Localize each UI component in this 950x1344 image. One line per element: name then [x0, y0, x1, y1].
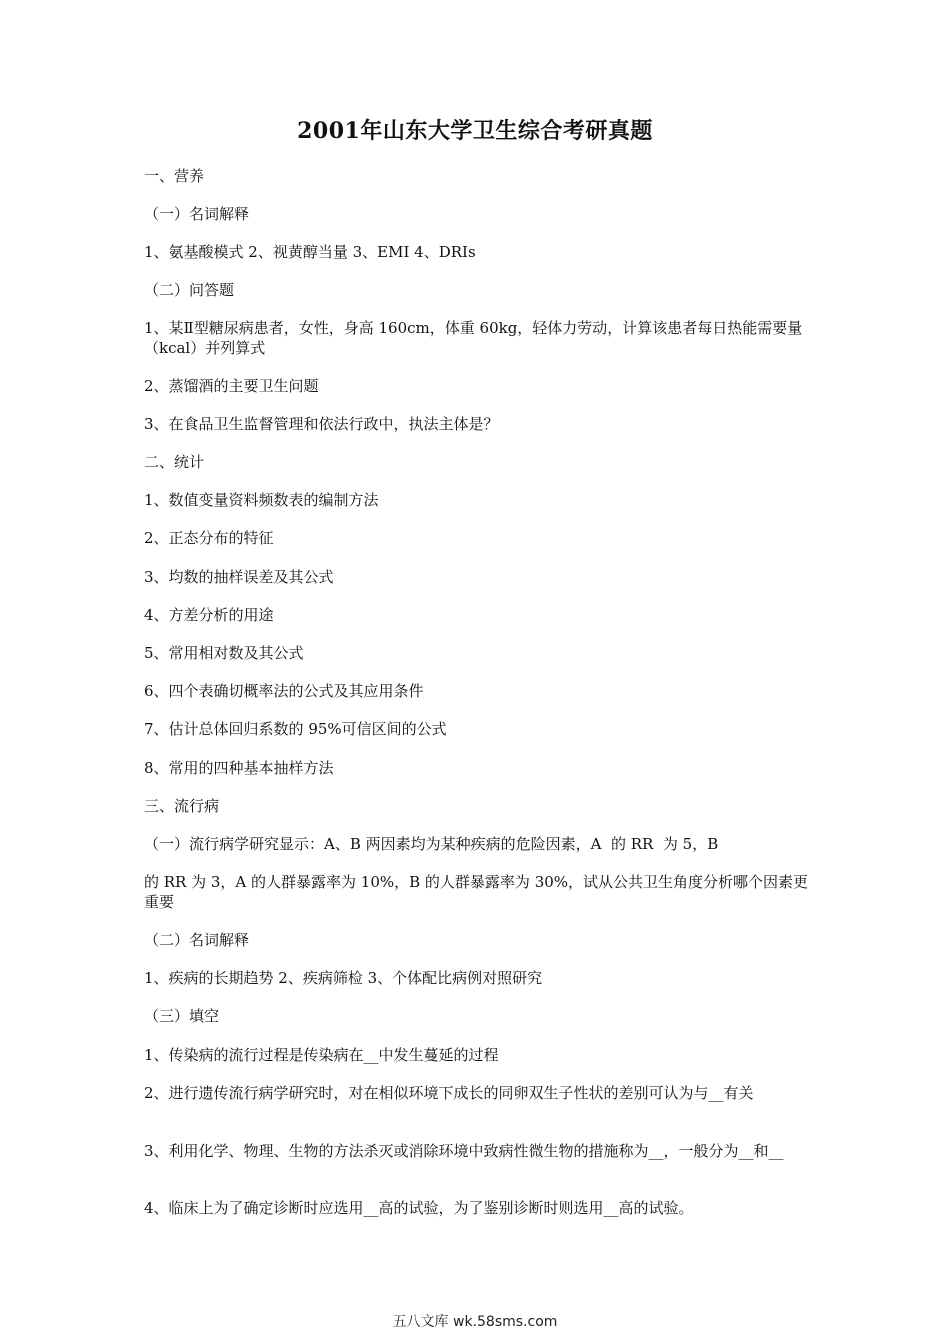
question-line: 7、估计总体回归系数的 95%可信区间的公式 — [144, 720, 447, 738]
question-line: 1、某Ⅱ型糖尿病患者，女性，身高 160cm，体重 60kg，轻体力劳动，计算该患者每日热能需要量（kcal）并列算式 — [144, 319, 803, 357]
question-line: 4、临床上为了确定诊断时应选用__高的试验，为了鉴别诊断时则选用__高的试验。 — [144, 1199, 694, 1217]
question-line: 4、方差分析的用途 — [144, 606, 274, 624]
document-title: 2001年山东大学卫生综合考研真题 — [297, 118, 653, 144]
question-line: 的 RR 为 3，A 的人群暴露率为 10%，B 的人群暴露率为 30%，试从公共卫生角度分析哪个因素更重要 — [144, 873, 809, 911]
question-line: 5、常用相对数及其公式 — [144, 644, 304, 662]
question-line: 6、四个表确切概率法的公式及其应用条件 — [144, 682, 424, 700]
question-line: 3、利用化学、物理、生物的方法杀灭或消除环境中致病性微生物的措施称为__，一般分为__和__ — [144, 1142, 784, 1160]
subsection-heading: （一）名词解释 — [144, 205, 250, 223]
subsection-heading: （二）名词解释 — [144, 931, 250, 949]
question-line: 3、在食品卫生监督管理和依法行政中，执法主体是？ — [144, 415, 499, 433]
question-line: 1、数值变量资料频数表的编制方法 — [144, 491, 379, 509]
question-line: 8、常用的四种基本抽样方法 — [144, 759, 334, 777]
section-heading-nutrition: 一、营养 — [144, 167, 205, 185]
question-line: 1、疾病的长期趋势 2、疾病筛检 3、个体配比病例对照研究 — [144, 969, 543, 987]
section-heading-statistics: 二、统计 — [144, 453, 205, 471]
section-heading-epidemiology: 三、流行病 — [144, 797, 220, 815]
question-line: 3、均数的抽样误差及其公式 — [144, 568, 334, 586]
question-line: 2、正态分布的特征 — [144, 529, 274, 547]
question-line: 2、蒸馏酒的主要卫生问题 — [144, 377, 319, 395]
question-line: 2、进行遗传流行病学研究时，对在相似环境下成长的同卵双生子性状的差别可认为与__有关 — [144, 1084, 754, 1102]
question-line: 1、传染病的流行过程是传染病在__中发生蔓延的过程 — [144, 1046, 499, 1064]
footer-watermark: 五八文库 wk.58sms.com — [392, 1314, 558, 1330]
subsection-heading: （二）问答题 — [144, 281, 235, 299]
question-line: 1、氨基酸模式 2、视黄醇当量 3、EMI 4、DRIs — [144, 243, 476, 261]
subsection-heading: （三）填空 — [144, 1007, 220, 1025]
question-line: （一）流行病学研究显示：A、B 两因素均为某种疾病的危险因素，A 的 RR 为 5，B — [144, 835, 719, 853]
